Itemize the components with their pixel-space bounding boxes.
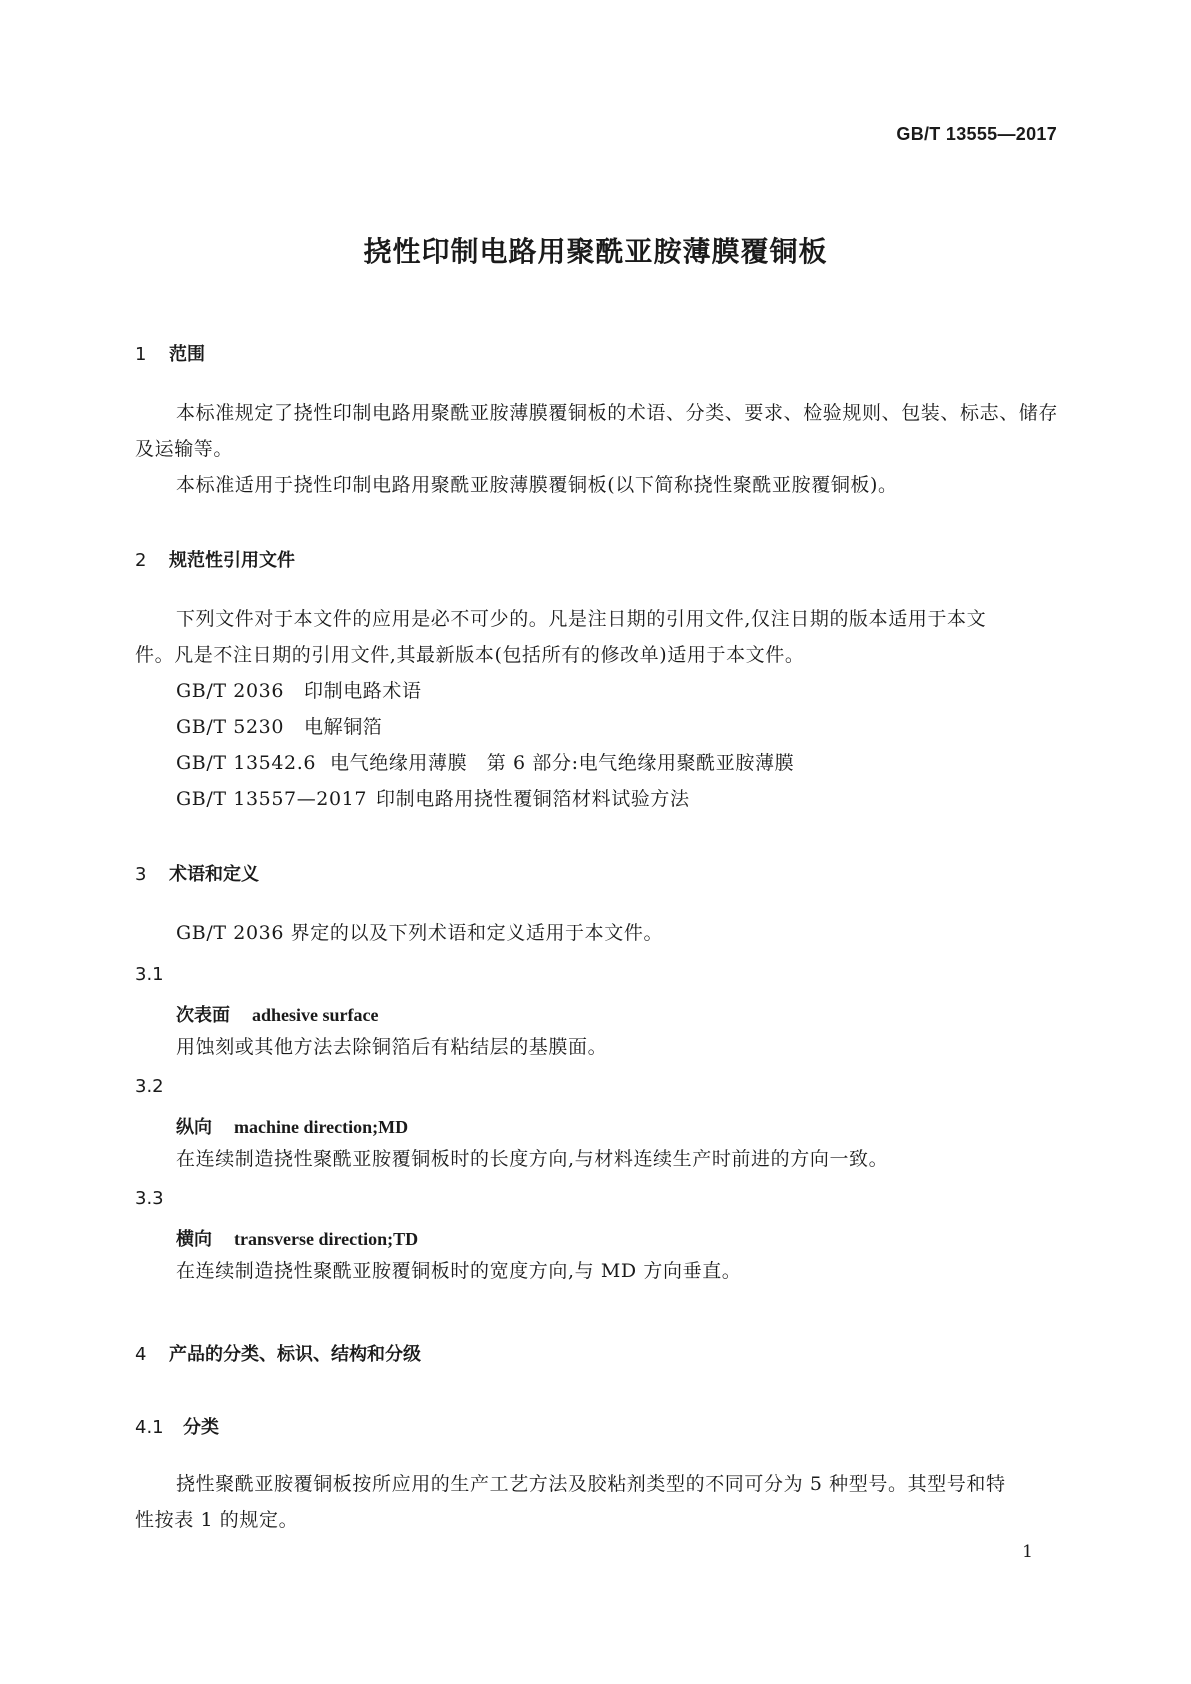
reference-item [176,781,690,817]
paragraph-line: 下列文件对于本文件的应用是必不可少的。凡是注日期的引用文件,仅注日期的版本适用于本文 [176,608,987,630]
term-heading [176,1225,418,1251]
reference-item [176,709,382,745]
term-heading [176,1113,408,1139]
section-title: 规范性引用文件 [169,550,295,571]
paragraph-line: 件。凡是不注日期的引用文件,其最新版本(包括所有的修改单)适用于本文件。 [135,644,805,666]
term-english: transverse direction;TD [234,1229,419,1249]
section-title: 范围 [169,344,205,365]
reference-code: GB/T 5230 [176,716,285,738]
subsection-number: 4.1 [135,1417,164,1438]
reference-item [176,673,422,709]
paragraph-line: 挠性聚酰亚胺覆铜板按所应用的生产工艺方法及胶粘剂类型的不同可分为 5 种型号。其型号和特 [176,1473,1006,1495]
subsection-4-1-heading [135,1413,219,1439]
section-number: 4 [135,1344,147,1365]
section-number: 2 [135,550,147,571]
term-number: 3.1 [135,964,164,985]
standard-code: GB/T 13555—2017 [896,124,1057,144]
section-1-heading [135,340,205,366]
term-chinese: 次表面 [176,1005,230,1026]
term-number: 3.3 [135,1188,164,1209]
section-3-heading [135,860,259,886]
paragraph-line: 本标准适用于挠性印制电路用聚酰亚胺薄膜覆铜板(以下简称挠性聚酰亚胺覆铜板)。 [176,474,898,496]
reference-title: 印制电路术语 [304,680,422,702]
section-number: 1 [135,344,147,365]
reference-item [176,745,794,781]
subsection-title: 分类 [183,1417,219,1438]
section-2-heading [135,546,295,572]
reference-code: GB/T 2036 [176,680,285,702]
term-definition: 用蚀刻或其他方法去除铜箔后有粘结层的基膜面。 [176,1036,608,1058]
reference-code: GB/T 13542.6 [176,752,317,774]
term-heading [176,1001,378,1027]
section-4-heading [135,1340,421,1366]
term-chinese: 横向 [176,1229,212,1250]
paragraph-line: 性按表 1 的规定。 [135,1509,299,1531]
paragraph-line: GB/T 2036 界定的以及下列术语和定义适用于本文件。 [176,922,664,944]
term-english: adhesive surface [252,1005,379,1025]
reference-title: 印制电路用挠性覆铜箔材料试验方法 [376,788,690,810]
paragraph-line: 本标准规定了挠性印制电路用聚酰亚胺薄膜覆铜板的术语、分类、要求、检验规则、包装、标志、储存 [176,402,1059,424]
reference-code: GB/T 13557—2017 [176,788,368,810]
term-english: machine direction;MD [234,1117,409,1137]
term-definition: 在连续制造挠性聚酰亚胺覆铜板时的长度方向,与材料连续生产时前进的方向一致。 [176,1148,889,1170]
section-number: 3 [135,864,147,885]
section-title: 产品的分类、标识、结构和分级 [169,1344,421,1365]
reference-title: 电气绝缘用薄膜 第 6 部分:电气绝缘用聚酰亚胺薄膜 [330,752,795,774]
document-title: 挠性印制电路用聚酰亚胺薄膜覆铜板 [363,235,828,268]
reference-title: 电解铜箔 [304,716,383,738]
term-chinese: 纵向 [176,1117,212,1138]
term-number: 3.2 [135,1076,164,1097]
section-title: 术语和定义 [169,864,259,885]
term-definition: 在连续制造挠性聚酰亚胺覆铜板时的宽度方向,与 MD 方向垂直。 [176,1260,742,1282]
page-number: 1 [1022,1542,1033,1562]
paragraph-line: 及运输等。 [135,438,234,460]
